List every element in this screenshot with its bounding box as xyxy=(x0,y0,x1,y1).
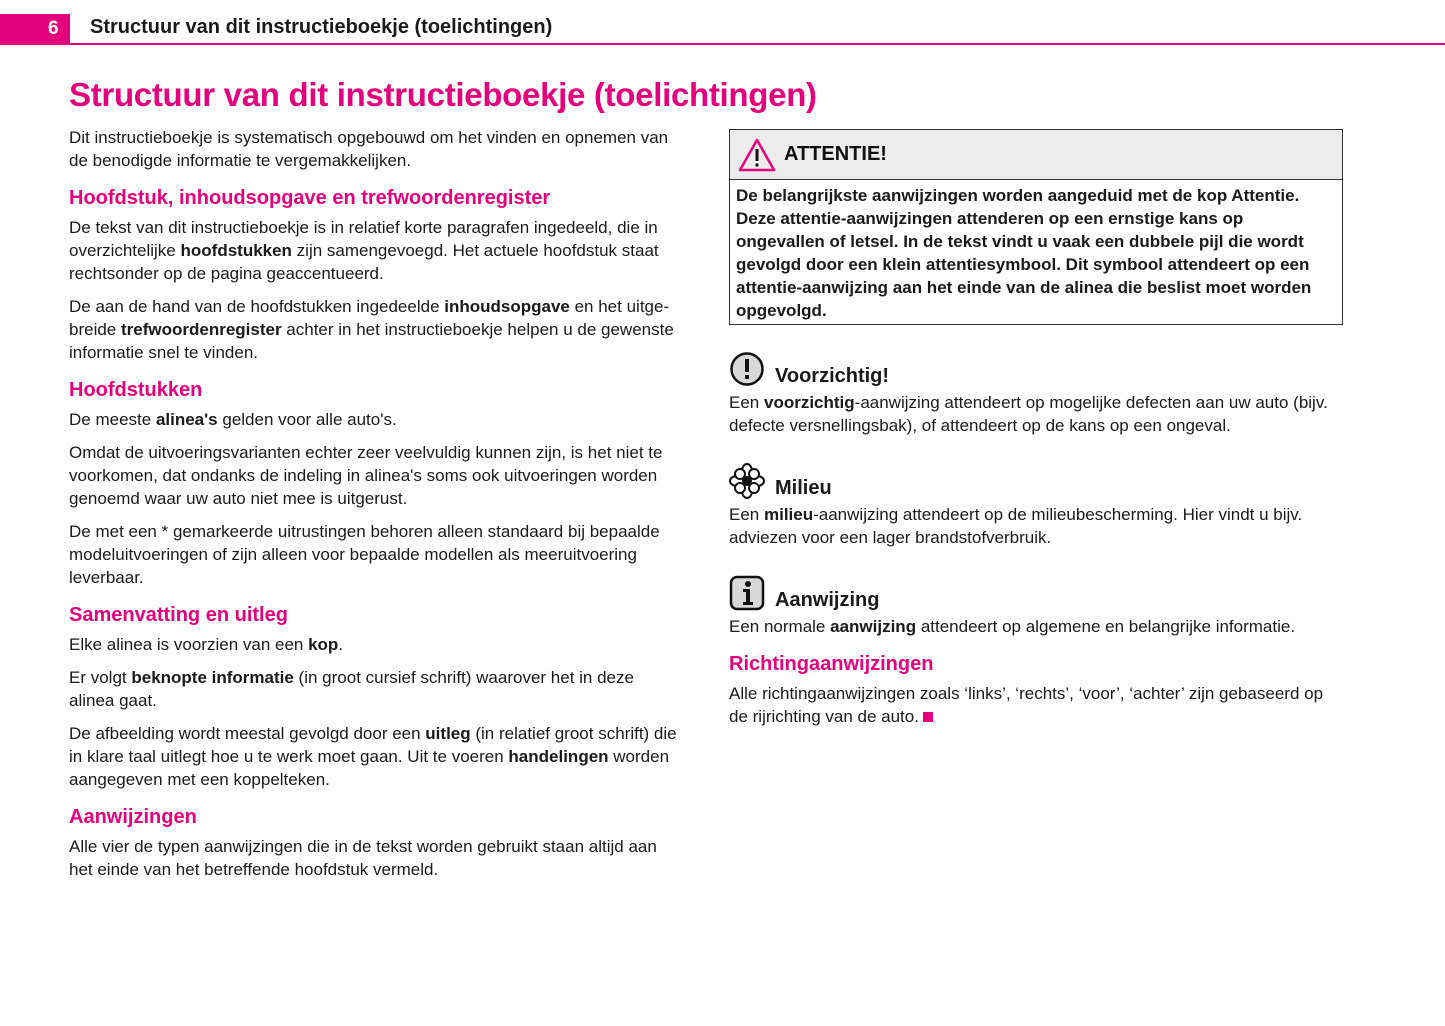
paragraph: Omdat de uitvoeringsvarianten echter zeer veelvuldig kunnen zijn, is het niet te voorkomen, dat ondanks de indeling in alinea's soms ook uitvoeringen worden genoemd waar uw auto niet mee is uitgerust. xyxy=(69,443,663,508)
intro-paragraph: Dit instructieboekje is systematisch opgebouwd om het vinden en opnemen van de benodigde informatie te vergemakkelijken. xyxy=(69,128,669,170)
running-title: Structuur van dit instructieboekje (toelichtingen) xyxy=(90,16,553,38)
section-heading-samenvatting: Samenvatting en uitleg xyxy=(69,604,288,626)
page-title: Structuur van dit instructieboekje (toelichtingen) xyxy=(69,76,817,113)
paragraph: De tekst van dit instructieboekje is in relatief korte paragrafen ingedeeld, die in overzichtelijke hoofdstukken zijn samengevoegd. Het actuele hoofdstuk staat rechtsonder op de pagina geaccentueerd. xyxy=(69,218,659,283)
note-header xyxy=(729,575,1343,611)
end-square-icon xyxy=(923,712,933,722)
note-text: Een normale aanwijzing attendeert op algemene en belangrijke informatie. xyxy=(729,617,1296,636)
warning-box xyxy=(729,129,1343,325)
page-number: 6 xyxy=(0,14,70,44)
warning-title: ATTENTIE! xyxy=(784,143,887,165)
flower-icon xyxy=(729,463,765,499)
page-header xyxy=(0,0,1445,46)
paragraph: De meeste alinea's gelden voor alle auto's. xyxy=(69,410,397,429)
paragraph: Alle vier de typen aanwijzingen die in de tekst worden gebruikt staan altijd aan het einde van het betreffende hoofdstuk vermeld. xyxy=(69,837,657,879)
paragraph: De met een * gemarkeerde uitrustingen behoren alleen standaard bij bepaalde modeluitvoeringen of zijn alleen voor bepaalde modellen als meeruitvoering leverbaar. xyxy=(69,522,660,587)
caution-header xyxy=(729,351,1343,387)
caution-icon xyxy=(729,351,765,387)
environment-header xyxy=(729,463,1343,499)
left-column xyxy=(69,126,681,891)
paragraph: Elke alinea is voorzien van een kop. xyxy=(69,635,344,654)
paragraph: De afbeelding wordt meestal gevolgd door een uitleg (in relatief groot schrift) die in klare taal uitlegt hoe u te werk moet gaan. Uit te voeren handelingen worden aangegeven met een koppelteken. xyxy=(69,724,677,789)
directions-text: Alle richtingaanwijzingen zoals ‘links’, ‘rechts’, ‘voor’, ‘achter’ zijn gebaseerd op de rijrichting van de auto. xyxy=(729,684,1324,726)
section-heading-richting: Richtingaanwijzingen xyxy=(729,653,934,675)
header-rule xyxy=(0,43,1445,45)
warning-header xyxy=(730,130,1342,180)
environment-text: Een milieu-aanwijzing attendeert op de milieubescherming. Hier vindt u bijv. adviezen voor een lager brandstofverbruik. xyxy=(729,505,1303,547)
info-icon xyxy=(729,575,765,611)
section-heading-hoofdstuk: Hoofdstuk, inhoudsopgave en trefwoordenregister xyxy=(69,187,551,209)
note-title: Aanwijzing xyxy=(775,589,880,611)
section-heading-hoofdstukken: Hoofdstukken xyxy=(69,379,203,401)
paragraph: Er volgt beknopte informatie (in groot cursief schrift) waarover het in deze alinea gaat. xyxy=(69,668,634,710)
warning-body: De belangrijkste aanwijzingen worden aangeduid met de kop Attentie. Deze attentie-aanwijzingen attenderen op een ernstige kans op ongevallen of letsel. In de tekst vindt u vaak een dubbele pijl die wordt gevolgd door een klein attentiesymbool. Dit symbool attendeert op een attentie-aanwijzing aan het einde van de alinea die beslist moet worden opgevolgd. xyxy=(736,186,1312,320)
caution-text: Een voorzichtig-aanwijzing attendeert op mogelijke defecten aan uw auto (bijv. defecte versnellingsbak), of attendeert op de kans op een ongeval. xyxy=(729,393,1328,435)
section-heading-aanwijzingen: Aanwijzingen xyxy=(69,806,197,828)
warning-triangle-icon xyxy=(738,138,776,172)
environment-title: Milieu xyxy=(775,477,832,499)
caution-title: Voorzichtig! xyxy=(775,365,890,387)
paragraph: De aan de hand van de hoofdstukken ingedeelde inhoudsopgave en het uitge- breide trefwoordenregister achter in het instructieboekje helpen u de gewenste informatie snel te vinden. xyxy=(69,297,674,362)
right-column xyxy=(729,129,1343,738)
